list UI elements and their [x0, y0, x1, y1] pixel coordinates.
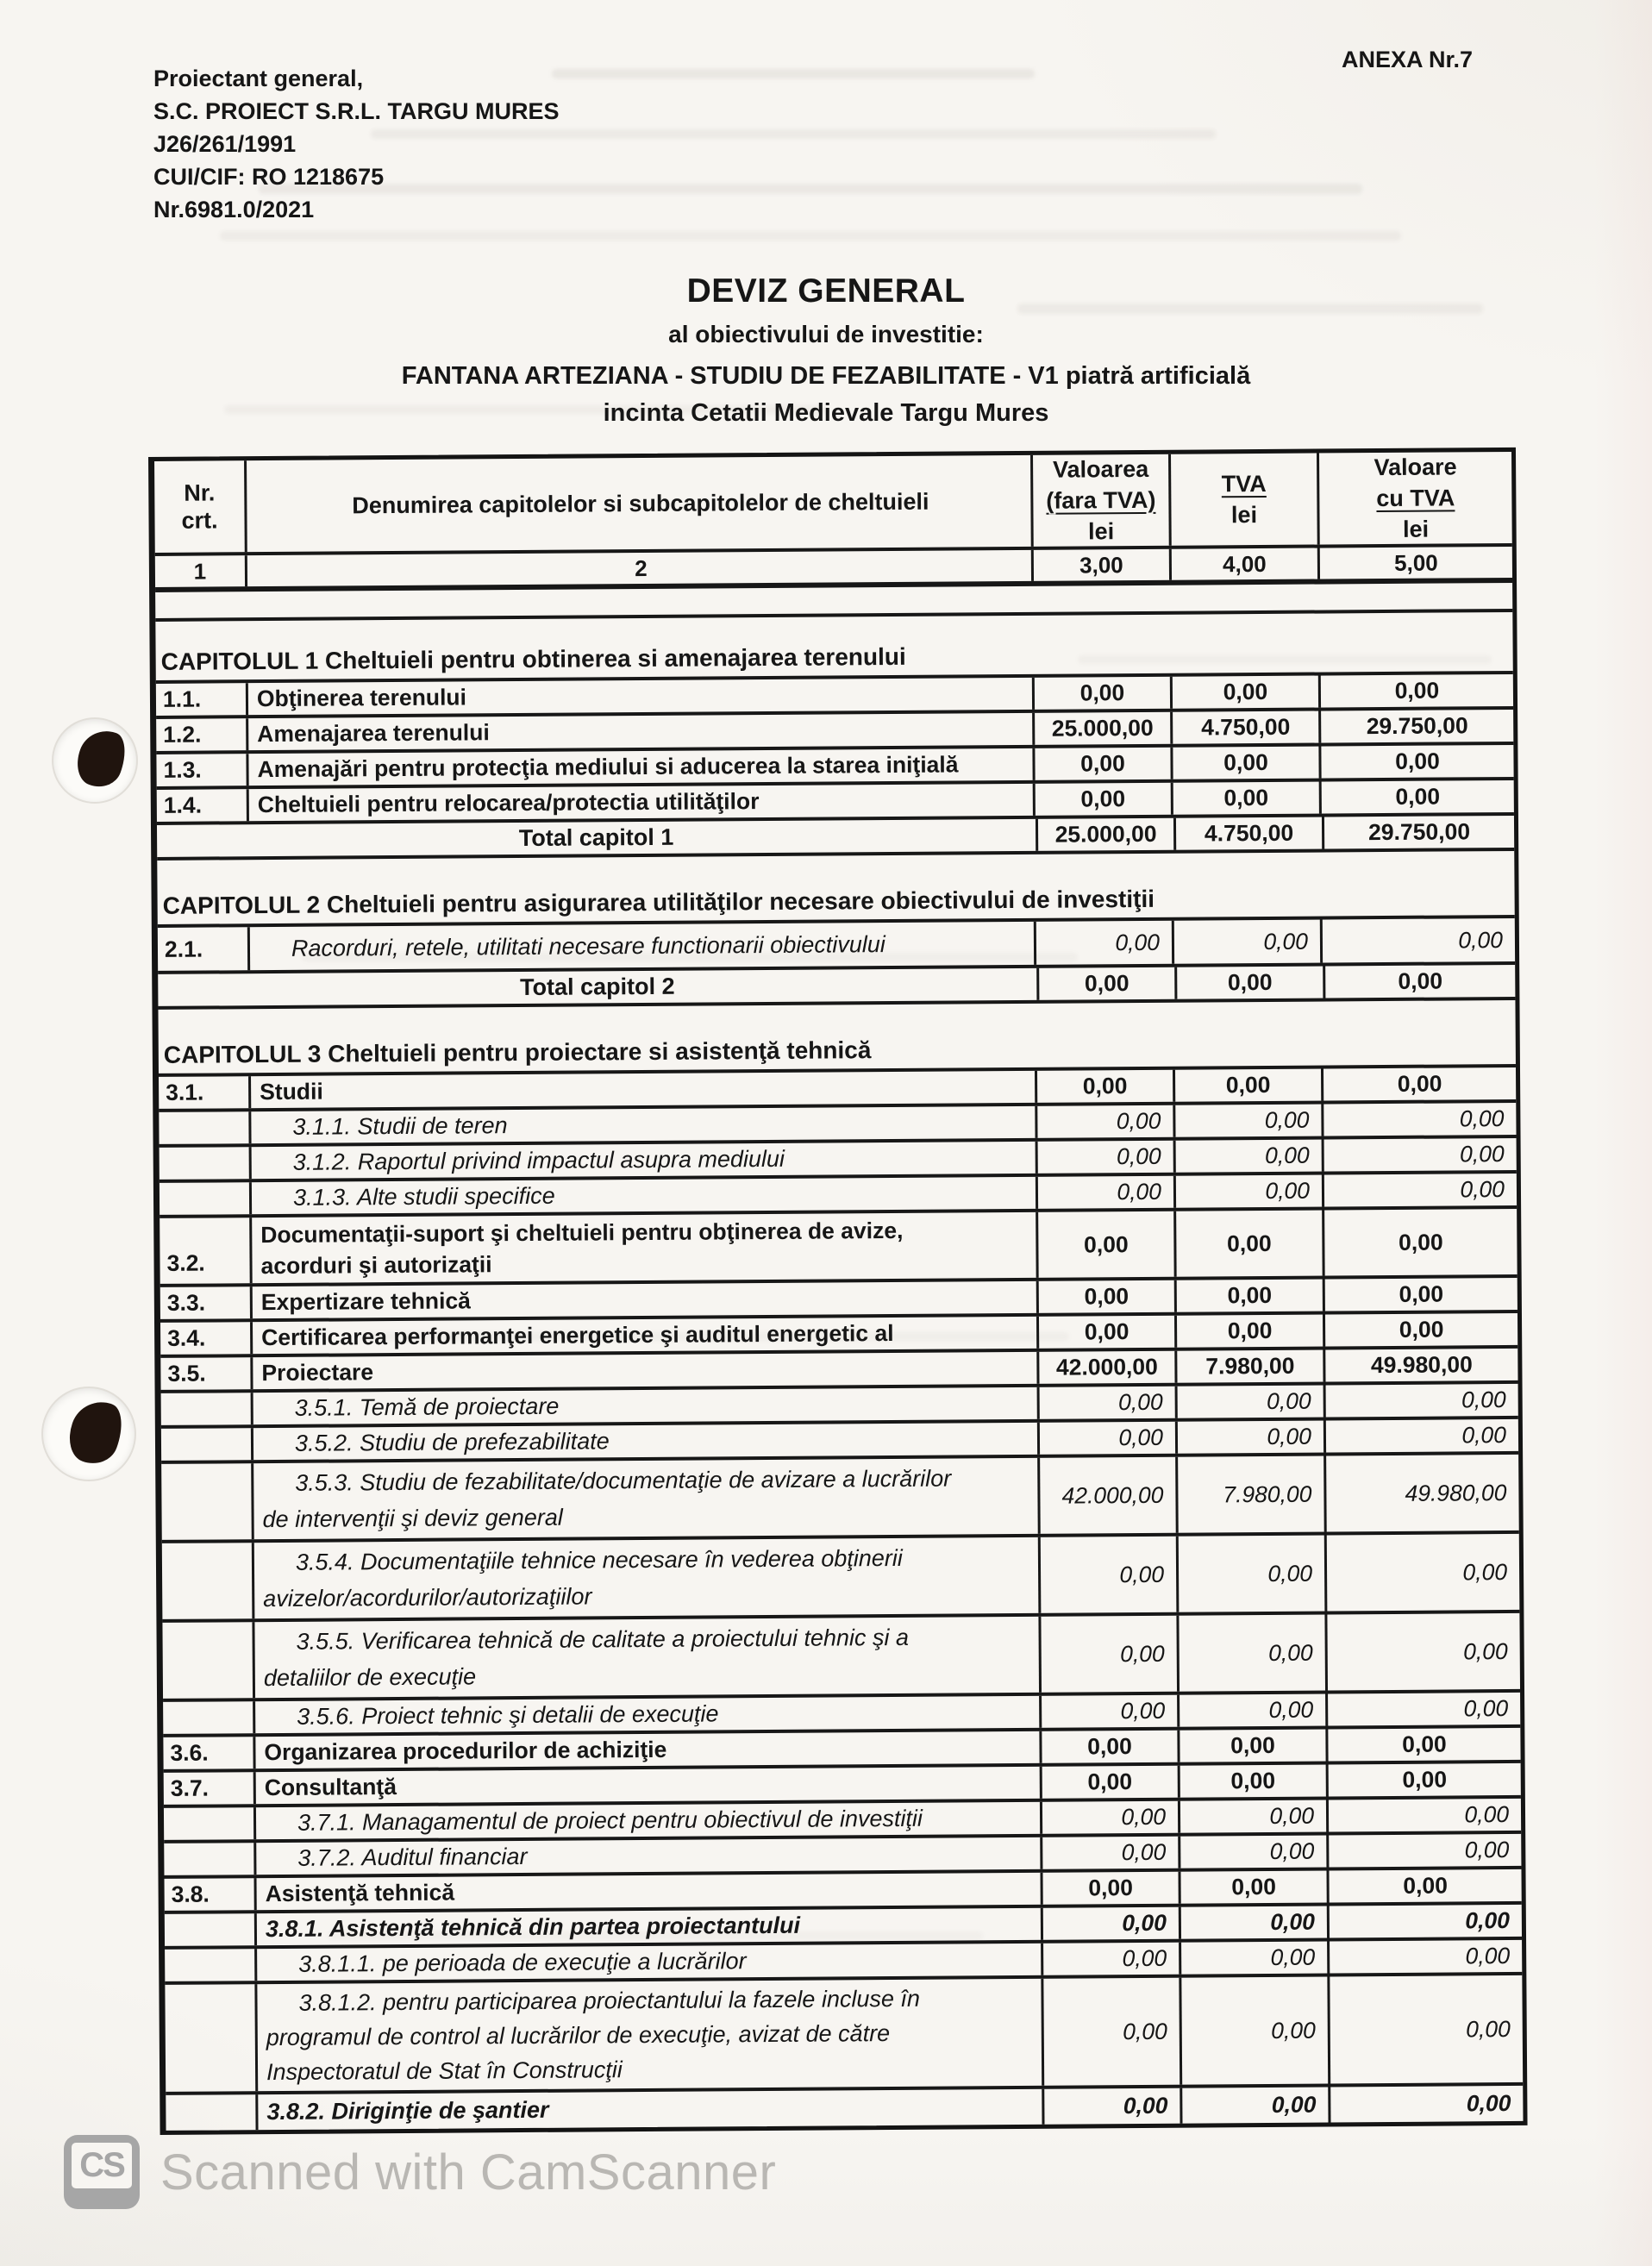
index-cell: 3,00 [1031, 549, 1169, 581]
letterhead [153, 62, 560, 226]
col-header-nr-line: Nr. [184, 479, 216, 506]
value-cell: 49.980,00 [1323, 1455, 1519, 1532]
value-cell: 0,00 [1173, 1211, 1323, 1277]
col-header-line: lei [1230, 501, 1258, 528]
row-description-cell [250, 1281, 1036, 1318]
value-cell: 0,00 [1326, 1834, 1521, 1868]
row-description-line: programul de control al lucrărilor de execuţie, avizat de către [266, 2019, 891, 2050]
row-number-cell [163, 1701, 253, 1734]
value-cell: 0,00 [1326, 1869, 1521, 1903]
col-header-line: Valoarea [1052, 455, 1149, 483]
col-header-valoare-cu-tva [1317, 452, 1512, 545]
col-header-nr-line: crt. [181, 507, 218, 534]
value-cell: 0,00 [1180, 2087, 1328, 2123]
row-number-cell [165, 1984, 255, 2092]
title-block [0, 272, 1652, 428]
value-cell: 0,00 [1318, 674, 1513, 708]
value-cell: 0,00 [1320, 918, 1515, 963]
value-cell: 0,00 [1042, 2088, 1180, 2125]
value-cell: 7.980,00 [1175, 1456, 1324, 1533]
value-cell: 0,00 [1176, 1536, 1325, 1612]
value-cell: 0,00 [1327, 1940, 1522, 1974]
row-description-cell [252, 1537, 1039, 1618]
row-number-cell [166, 2094, 255, 2131]
row-description-line: 3.8.1. Asistenţă tehnică din partea proiectantului [265, 1912, 801, 1943]
row-number-cell: 3.7. [170, 1775, 210, 1801]
value-cell: 0,00 [1323, 1278, 1517, 1311]
value-cell: 0,00 [1041, 1978, 1180, 2086]
row-description-line: Amenajarea terenului [257, 719, 490, 748]
row-description-line: 3.8.2. Diriginţie de şantier [266, 2096, 549, 2125]
value-cell: 0,00 [1041, 1943, 1179, 1975]
value-cell: 0,00 [1177, 1694, 1325, 1727]
col-header-line: (fara TVA) [1046, 486, 1156, 514]
row-number-cell [159, 1111, 248, 1144]
row-number-cell: 2.1. [164, 936, 203, 962]
row-description-line: Proiectare [261, 1359, 374, 1387]
letterhead-line: Nr.6981.0/2021 [153, 197, 315, 222]
row-description-line: Studii [260, 1078, 323, 1105]
value-cell: 0,00 [1039, 1695, 1177, 1728]
row-description-cell [253, 1802, 1040, 1839]
row-description-cell [254, 1873, 1041, 1910]
value-cell: 0,00 [1324, 1534, 1520, 1612]
value-cell: 0,00 [1170, 747, 1318, 779]
value-cell: 0,00 [1179, 1976, 1328, 2084]
row-description-cell [251, 1387, 1037, 1424]
value-cell: 0,00 [1328, 2086, 1523, 2123]
value-cell: 42.000,00 [1037, 1457, 1176, 1534]
col-header-line: TVA [1221, 470, 1267, 497]
row-description-line: 3.5.4. Documentaţiile tehnice necesare în vederea obţinerii [295, 1544, 903, 1575]
row-description-line: Cheltuieli pentru relocarea/protectia utilităţilor [257, 788, 760, 818]
row-description-cell [253, 1731, 1039, 1768]
row-number-cell [161, 1463, 252, 1540]
col-header-nr-crt [154, 460, 245, 553]
row-description-line: detaliilor de execuţie [263, 1662, 477, 1691]
row-description-line: avizelor/acordurilor/autorizaţiilor [263, 1582, 592, 1612]
value-cell: 0,00 [1172, 920, 1320, 964]
value-cell: 0,00 [1174, 967, 1323, 999]
value-cell: 0,00 [1173, 1069, 1321, 1102]
row-description-line: 3.5.6. Proiect tehnic şi detalii de execuţie [297, 1700, 719, 1730]
row-description-cell [248, 1071, 1035, 1108]
table-row [160, 1209, 1517, 1287]
row-number-cell: 3.2. [166, 1249, 205, 1276]
value-cell: 0,00 [1171, 782, 1319, 815]
col-header-line: cu TVA [1376, 484, 1455, 511]
row-number-cell: 1.3. [163, 756, 202, 783]
value-cell: 0,00 [1041, 1907, 1179, 1940]
row-description-cell [251, 1458, 1038, 1539]
value-cell: 0,00 [1327, 1905, 1522, 1938]
index-cell: 5,00 [1317, 547, 1512, 579]
row-description-cell [247, 922, 1034, 970]
value-cell: 4.750,00 [1173, 817, 1322, 850]
value-cell: 0,00 [1034, 921, 1172, 965]
value-cell: 0,00 [1176, 1615, 1325, 1692]
row-description-line: Racorduri, retele, utilitati necesare functionarii obiectivului [291, 930, 885, 961]
col-header-denumire [244, 455, 1031, 552]
row-description-cell [253, 1696, 1039, 1733]
total-label-cell: Total capitol 1 [518, 823, 674, 852]
row-description-line: 3.1.2. Raportul privind impactul asupra mediului [292, 1145, 785, 1175]
col-header-valoarea-fara-tva [1030, 454, 1169, 547]
value-cell: 0,00 [1322, 1174, 1517, 1207]
value-cell: 0,00 [1037, 1422, 1175, 1455]
value-cell: 0,00 [1175, 1421, 1323, 1454]
camscanner-logo-icon [64, 2135, 140, 2209]
value-cell: 49.980,00 [1323, 1349, 1517, 1382]
value-cell: 0,00 [1040, 1872, 1178, 1905]
row-description-line: Consultanţă [264, 1774, 397, 1801]
row-number-cell: 3.4. [167, 1324, 206, 1351]
chapter-banner-row [155, 612, 1512, 684]
anexa-label: ANEXA Nr.7 [1342, 47, 1474, 72]
row-description-line: Organizarea procedurilor de achiziţie [264, 1736, 667, 1766]
value-cell: 0,00 [1035, 1105, 1173, 1138]
row-number-cell [165, 1949, 254, 1981]
row-number-cell: 3.8. [171, 1881, 210, 1907]
row-description-line: 3.5.3. Studiu de fezabilitate/documentaţie de avizare a lucrărilor [295, 1465, 952, 1496]
row-description-line: 3.1.1. Studii de teren [292, 1112, 508, 1140]
table-row [162, 1534, 1520, 1623]
letterhead-line: Proiectant general, [153, 66, 364, 91]
row-number-cell [160, 1147, 249, 1180]
row-number-cell: 3.6. [170, 1739, 209, 1766]
value-cell: 0,00 [1318, 745, 1513, 779]
value-cell: 0,00 [1173, 1105, 1321, 1137]
hole-punch [53, 719, 136, 802]
document-title: DEVIZ GENERAL [686, 272, 966, 310]
chapter-banner-row [158, 1000, 1516, 1077]
row-number-cell [164, 1843, 253, 1875]
row-description-line: Amenajări pentru protecţia mediului si aducerea la starea iniţială [257, 751, 959, 783]
row-number-cell: 3.3. [166, 1289, 206, 1316]
value-cell: 0,00 [1178, 1765, 1326, 1798]
value-cell: 0,00 [1038, 1616, 1177, 1693]
row-description-line: 3.7.2. Auditul financiar [297, 1843, 528, 1871]
col-header-line: lei [1088, 517, 1115, 544]
value-cell: 0,00 [1174, 1280, 1323, 1312]
row-number-cell [160, 1182, 249, 1215]
row-description-line: Documentaţii-suport şi cheltuieli pentru obţinerea de avize, [260, 1217, 904, 1248]
index-cell: 2 [245, 550, 1031, 586]
row-description-cell [246, 748, 1032, 786]
chapter-banner-label: CAPITOLUL 2 Cheltuieli pentru asigurarea utilităţilor necesare obiectivului de investiţii [162, 885, 1155, 919]
value-cell: 0,00 [1036, 1316, 1174, 1349]
row-description-line: 3.8.1.2. pentru participarea proiectantului la fazele incluse în [298, 1985, 921, 2016]
row-description-cell [254, 1944, 1041, 1981]
row-description-line: 3.1.3. Alte studii specifice [292, 1182, 555, 1211]
value-cell: 29.750,00 [1322, 816, 1514, 849]
value-cell: 0,00 [1323, 1313, 1517, 1347]
row-description-line: 3.5.1. Temă de proiectare [294, 1393, 560, 1421]
letterhead-line: CUI/CIF: RO 1218675 [153, 164, 385, 190]
value-cell: 0,00 [1325, 1693, 1520, 1726]
row-description-cell [251, 1423, 1037, 1460]
table-row [161, 1455, 1519, 1543]
index-cell: 1 [193, 558, 207, 585]
value-cell: 0,00 [1325, 1728, 1520, 1762]
row-description-cell [253, 1837, 1040, 1875]
row-number-cell: 3.5. [167, 1360, 206, 1387]
row-description-line: Obţinerea terenului [256, 684, 467, 712]
value-cell: 0,00 [1319, 780, 1514, 814]
index-cell: 4,00 [1169, 548, 1317, 580]
chapter-banner-row [157, 851, 1515, 928]
value-cell: 0,00 [1173, 1140, 1322, 1173]
value-cell: 0,00 [1326, 1763, 1521, 1797]
value-cell: 0,00 [1323, 1384, 1518, 1418]
camscanner-logo-text: CS [79, 2146, 124, 2184]
value-cell: 0,00 [1177, 1730, 1325, 1762]
value-cell: 0,00 [1322, 1209, 1517, 1276]
row-description-cell [246, 678, 1032, 715]
chapter-banner-label: CAPITOLUL 3 Cheltuieli pentru proiectare si asistenţă tehnică [163, 1036, 872, 1068]
value-cell: 0,00 [1324, 1613, 1520, 1691]
value-cell: 25.000,00 [1036, 818, 1173, 851]
row-description-line: de intervenţii şi deviz general [262, 1504, 563, 1532]
letterhead-line: S.C. PROIECT S.R.L. TARGU MURES [153, 98, 560, 124]
document-subtitle: al obiectivului de investitie: [668, 321, 984, 347]
value-cell: 0,00 [1036, 1141, 1173, 1174]
col-header-line: Valoare [1374, 453, 1457, 480]
value-cell: 0,00 [1033, 783, 1171, 816]
row-number-cell [161, 1393, 251, 1425]
value-cell: 0,00 [1321, 1103, 1516, 1136]
value-cell: 25.000,00 [1032, 712, 1170, 745]
value-cell: 0,00 [1174, 1315, 1323, 1348]
row-description-cell [255, 2089, 1042, 2130]
row-description-cell [250, 1352, 1036, 1389]
row-number-cell [162, 1543, 253, 1619]
row-number-cell: 1.1. [162, 685, 202, 712]
camscanner-logo-screen [72, 2143, 132, 2188]
table-header-row [154, 452, 1512, 556]
row-description-line: acorduri şi autorizaţii [260, 1250, 492, 1279]
investment-object-line2: incinta Cetatii Medievale Targu Mures [603, 399, 1049, 427]
value-cell: 0,00 [1179, 1941, 1327, 1974]
col-header-denumire-label: Denumirea capitolelor si subcapitolelor de cheltuieli [352, 488, 929, 518]
value-cell: 0,00 [1035, 1070, 1173, 1103]
total-label-cell: Total capitol 2 [519, 973, 675, 1001]
row-description-line: 3.8.1.1. pe perioada de execuţie a lucrărilor [298, 1948, 747, 1977]
value-cell: 0,00 [1040, 1837, 1178, 1869]
value-cell: 0,00 [1175, 1386, 1323, 1418]
value-cell: 0,00 [1178, 1871, 1326, 1904]
value-cell: 0,00 [1178, 1836, 1326, 1869]
value-cell: 0,00 [1322, 1138, 1517, 1172]
value-cell: 0,00 [1036, 1176, 1173, 1209]
value-cell: 0,00 [1179, 1906, 1327, 1938]
row-number-cell: 1.2. [163, 721, 202, 748]
row-description-cell [249, 1212, 1036, 1283]
value-cell: 7.980,00 [1174, 1350, 1323, 1383]
row-description-line: Certificarea performanţei energetice şi auditul energetic al [261, 1319, 894, 1351]
row-description-line: Expertizare tehnică [260, 1287, 471, 1316]
row-description-cell [248, 1106, 1035, 1143]
value-cell: 0,00 [1170, 676, 1318, 709]
value-cell: 0,00 [1323, 965, 1515, 998]
row-description-cell [254, 1908, 1041, 1945]
row-description-line: Asistenţă tehnică [265, 1879, 455, 1907]
value-cell: 29.750,00 [1318, 710, 1513, 743]
value-cell: 0,00 [1323, 1419, 1518, 1453]
value-cell: 0,00 [1032, 677, 1170, 710]
row-description-cell [249, 1142, 1036, 1179]
value-cell: 42.000,00 [1036, 1351, 1174, 1384]
bleed-through-smudge [552, 69, 1035, 78]
row-description-cell [253, 1767, 1040, 1804]
col-header-line: lei [1402, 516, 1430, 542]
value-cell: 0,00 [1032, 748, 1170, 780]
value-cell: 0,00 [1326, 1799, 1521, 1832]
row-description-cell [252, 1617, 1039, 1698]
value-cell: 0,00 [1036, 1280, 1174, 1313]
row-description-cell [250, 1317, 1036, 1354]
row-number-cell: 1.4. [163, 792, 203, 818]
row-number-cell [164, 1807, 253, 1840]
table-row [162, 1613, 1520, 1702]
row-description-line: 3.7.1. Managamentul de proiect pentru obiectivul de investiţii [297, 1805, 923, 1836]
row-description-line: 3.5.5. Verificarea tehnică de calitate a proiectului tehnic şi a [296, 1624, 910, 1655]
bleed-through-smudge [220, 231, 1401, 241]
value-cell: 4.750,00 [1170, 711, 1318, 744]
value-cell: 0,00 [1038, 1537, 1177, 1613]
row-description-cell [246, 713, 1032, 750]
row-number-cell [165, 1913, 254, 1946]
value-cell: 0,00 [1173, 1175, 1322, 1208]
row-number-cell: 3.1. [166, 1079, 204, 1105]
row-number-cell [162, 1622, 253, 1699]
investment-object-line1: FANTANA ARTEZIANA - STUDIU DE FEZABILITATE - V1 piatră artificială [401, 362, 1251, 390]
value-cell: 0,00 [1036, 1211, 1174, 1278]
value-cell: 0,00 [1321, 1067, 1516, 1101]
row-description-cell [247, 784, 1033, 821]
letterhead-line: J26/261/1991 [153, 131, 297, 157]
value-cell: 0,00 [1037, 1387, 1175, 1419]
value-cell: 0,00 [1327, 1975, 1523, 2084]
deviz-general-table [148, 448, 1528, 2135]
value-cell: 0,00 [1178, 1800, 1326, 1833]
camscanner-watermark: Scanned with CamScanner [160, 2144, 777, 2200]
row-description-line: Inspectoratul de Stat în Construcţii [266, 2056, 623, 2085]
table-row [165, 1975, 1523, 2095]
value-cell: 0,00 [1036, 967, 1174, 1000]
row-description-cell [249, 1177, 1036, 1214]
value-cell: 0,00 [1040, 1801, 1178, 1834]
row-description-line: 3.5.2. Studiu de prefezabilitate [294, 1428, 610, 1456]
value-cell: 0,00 [1039, 1731, 1177, 1763]
chapter-banner-label: CAPITOLUL 1 Cheltuieli pentru obtinerea si amenajarea terenului [160, 642, 906, 675]
row-number-cell [161, 1428, 251, 1461]
value-cell: 0,00 [1040, 1766, 1178, 1799]
row-description-cell [254, 1979, 1042, 2091]
hole-punch [43, 1388, 135, 1480]
col-header-tva [1168, 454, 1317, 546]
